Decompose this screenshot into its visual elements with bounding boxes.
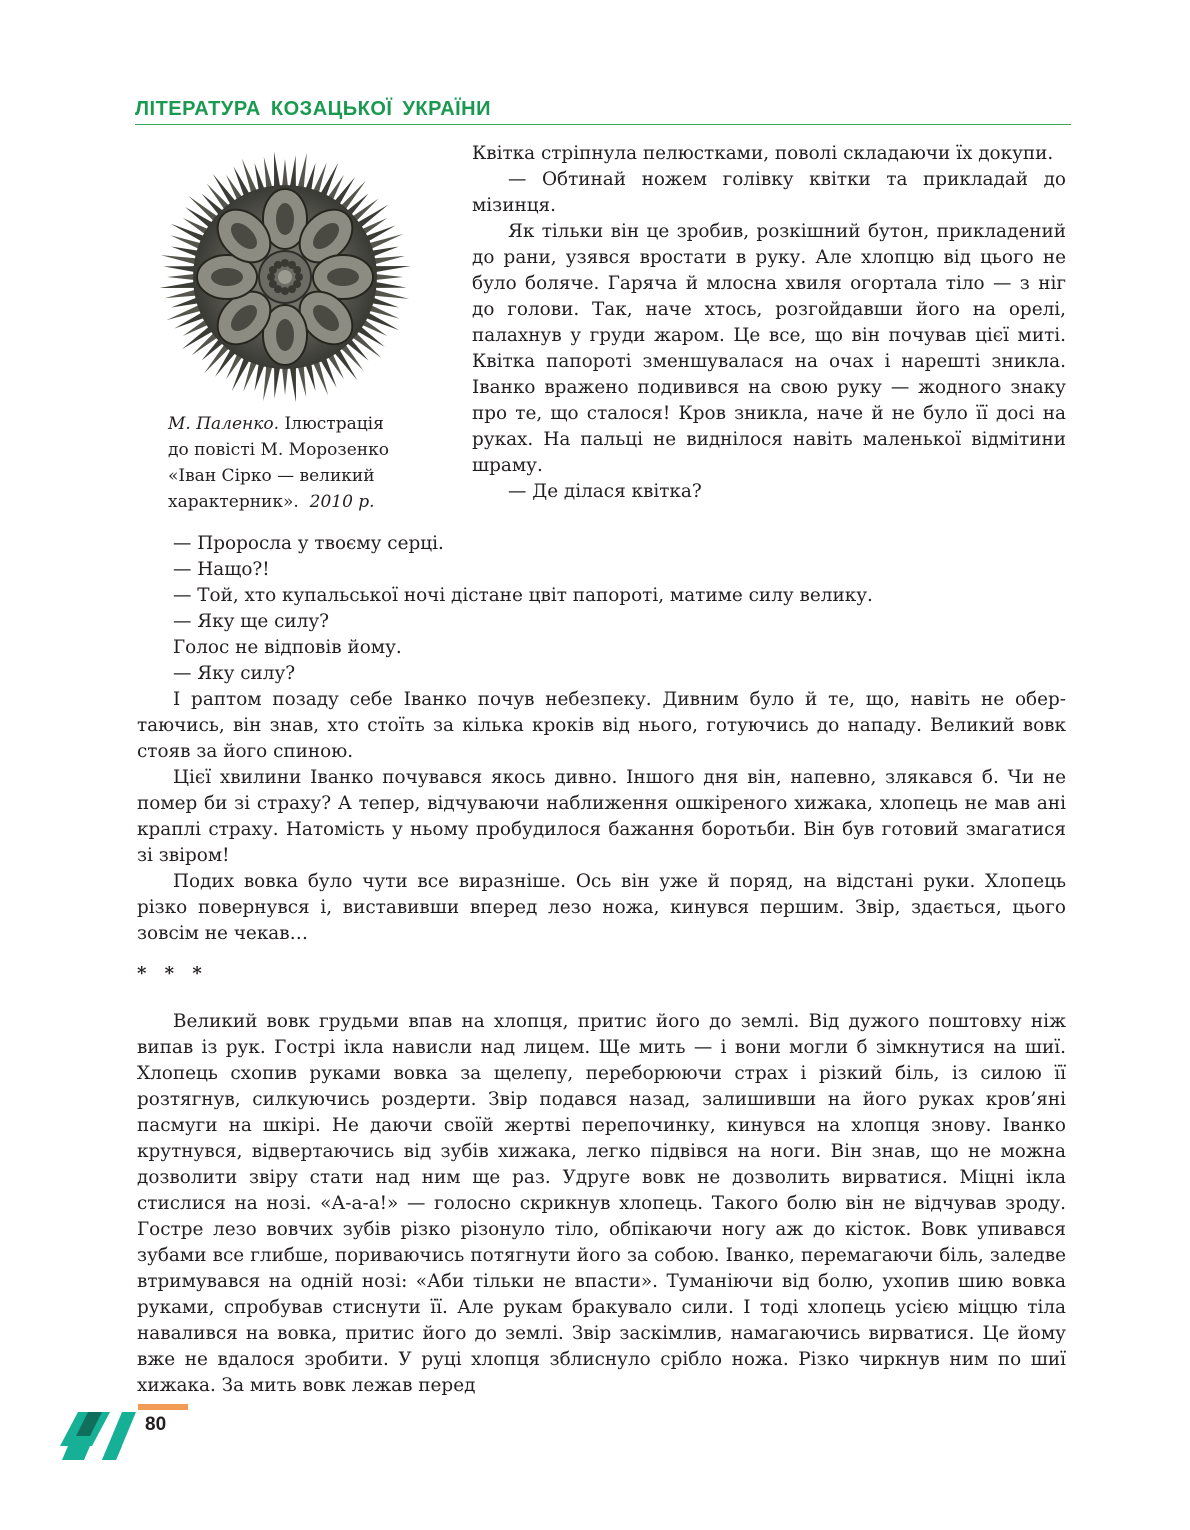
caption-author: М. Паленко. xyxy=(168,414,280,434)
fern-flower-illustration xyxy=(155,150,415,405)
paragraph: І раптом позаду себе Іванко почув небезпеку. Дивним було й те, що, навіть не обертаючись, він знав, хто стоїть за кілька кроків від нього, готуючись до нападу. Великий вовк стояв за його спиною. xyxy=(137,689,1066,762)
caption-text: Ілюстрація xyxy=(279,414,384,434)
dialogue-line: — Проросла у твоєму серці. xyxy=(173,533,444,554)
paragraph: — Де ділася квітка? xyxy=(508,481,702,502)
paragraph: Квітка стріпнула пелюстками, поволі складаючи їх докупи. xyxy=(472,143,1054,164)
paragraph: Як тільки він це зробив, розкішний бутон, прикладений до рани, узявся вростати в руку. Але хлопцю від цього не було боляче. Гаряча й млосна хвиля огортала тіло — з ніг до голови. Так, наче хтось, розгойдавши його на орелі, палахнув у груди жаром. Це все, що він почував цієї миті. Квітка папороті зменшувалася на очах і нарешті зникла. Іванко вражено подивився на свою руку — жодного знаку про те, що сталося! Кров зникла, наче й не було її досі на руках. На пальці не виднілося навіть маленької відмітини шраму. xyxy=(472,221,1066,476)
caption-year: 2010 р. xyxy=(309,492,375,512)
paragraph: Подих вовка було чути все виразніше. Ось він уже й поряд, на відстані руки. Хлопець різко повернувся і, виставивши вперед лезо ножа, кинувся першим. Звір, здається, цього зовсім не чекав… xyxy=(137,871,1066,944)
dialogue-line: — Нащо?! xyxy=(173,559,270,580)
section-title: ЛІТЕРАТУРА КОЗАЦЬКОЇ УКРАЇНИ xyxy=(135,98,491,120)
dialogue-line: — Яку силу? xyxy=(173,663,296,684)
paragraph: — Обтинай ножем голівку квітки та прикладай до мізинця. xyxy=(472,169,1066,216)
paragraph: Великий вовк грудьми впав на хлопця, притис його до землі. Від дужого поштовху ніж випав із рук. Гострі ікла нависли над лицем. Ще мить — і вони могли б зімкнутися на шиї. Хлопець схопив руками вовка за щелепу, переборюючи страх і різкий біль, із силою її розтягнув, силкуючись роздерти. Звір подався назад, залишивши на його руках кров’яні пасмуги на шкірі. Не даючи своїй жертві перепочинку, кинувся на хлопця знову. Іванко крутнувся, відвертаючись від зубів хижака, легко підвівся на ноги. Він знав, що не можна дозволити звіру стати над ним ще раз. Удруге вовк не дозволить вирватися. Міцні ікла стислися на нозі. «А-а-а!» — голосно скрикнув хлопець. Такого болю він не відчував зроду. Гостре лезо вовчих зубів різко різонуло тіло, обпікаючи ногу аж до кісток. Вовк упивався зубами все глибше, пориваючись потягнути його за собою. Іванко, перемагаючи біль, заледве втримувався на одній нозі: «Аби тільки не впасти». Туманіючи від болю, ухопив шию вовка руками, спробував стиснути її. Але рукам бракувало сили. І тоді хлопець усією міццю тіла навалився на вовка, притис його до землі. Звір заскімлив, намагаючись вирватися. Це йому вже не вдалося зробити. У руці хлопця зблиснуло срібло ножа. Різко чиркнув ним по шиї хижака. За мить вовк лежав перед xyxy=(137,1011,1066,1396)
section-separator: * * * xyxy=(137,963,208,984)
main-text xyxy=(137,531,1066,1399)
page-number: 80 xyxy=(145,1414,167,1435)
page-corner-decoration xyxy=(50,1398,200,1478)
right-column-text xyxy=(472,141,1066,505)
paragraph: Голос не відповів йому. xyxy=(173,637,402,658)
caption-text: до повісті М. Морозенко xyxy=(168,440,389,460)
header-divider xyxy=(135,124,1071,125)
dialogue-line: — Той, хто купальської ночі дістане цвіт папороті, матиме силу велику. xyxy=(173,585,873,606)
caption-text: «Іван Сірко — великий xyxy=(168,466,375,486)
illustration-caption xyxy=(168,411,418,515)
paragraph: Цієї хвилини Іванко почувався якось дивно. Іншого дня він, напевно, злякався б. Чи не помер би зі страху? А тепер, відчуваючи наближення ошкіреного хижака, хлопець не мав ані краплі страху. Натомість у ньому пробудилося бажання боротьби. Він був готовий змагатися зі звіром! xyxy=(137,767,1066,866)
dialogue-line: — Яку ще силу? xyxy=(173,611,329,632)
caption-text: характерник». xyxy=(168,492,299,512)
